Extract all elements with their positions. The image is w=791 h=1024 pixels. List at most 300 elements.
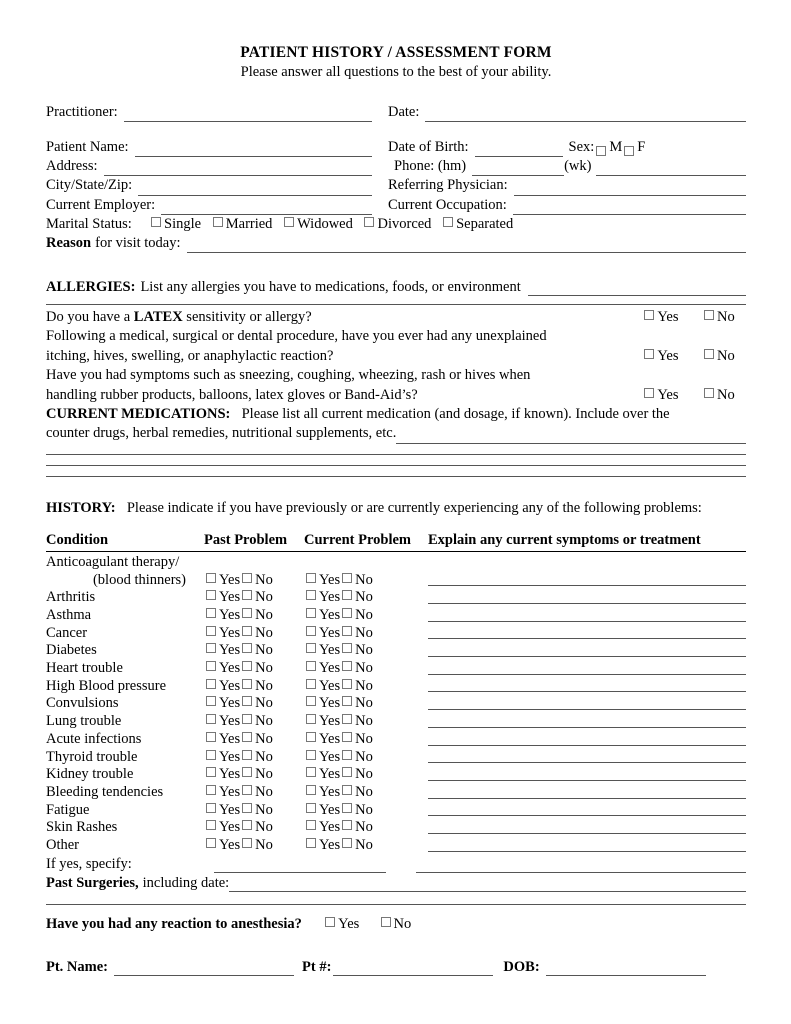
reason-for-visit-row[interactable] <box>46 234 746 253</box>
anesthesia-no-option[interactable] <box>379 916 412 932</box>
explain-input[interactable] <box>428 673 746 675</box>
past-no-label: No <box>255 660 273 677</box>
past-problem-cell[interactable] <box>204 819 304 837</box>
marital-single-checkbox[interactable] <box>151 217 161 227</box>
current-no-label: No <box>355 801 373 818</box>
explain-cell[interactable] <box>428 819 746 837</box>
past-no-label: No <box>255 766 273 783</box>
past-problem-cell[interactable] <box>204 642 304 660</box>
past-problem-cell[interactable] <box>204 749 304 767</box>
current-no-checkbox[interactable] <box>342 679 352 689</box>
footer-pt-name-input[interactable] <box>114 962 294 976</box>
rubber-yes-option[interactable] <box>642 386 698 405</box>
past-no-checkbox[interactable] <box>242 626 252 636</box>
medications-blank-line-2[interactable] <box>46 464 746 466</box>
marital-option-widowed[interactable] <box>282 216 353 232</box>
past-surgeries-input-line-2[interactable] <box>46 903 746 905</box>
current-yes-checkbox[interactable] <box>306 838 316 848</box>
past-yes-checkbox[interactable] <box>206 573 216 583</box>
current-problem-cell[interactable] <box>304 607 428 625</box>
patient-name-input[interactable] <box>135 143 372 157</box>
rubber-symptoms-text-2: handling rubber products, balloons, latex gloves or Band-Aid’s? <box>46 386 418 403</box>
past-no-label: No <box>255 607 273 623</box>
explain-cell[interactable] <box>428 837 746 855</box>
current-problem-cell[interactable] <box>304 695 428 713</box>
explain-cell[interactable] <box>428 589 746 607</box>
current-problem-cell[interactable] <box>304 678 428 696</box>
past-problem-cell[interactable] <box>204 589 304 607</box>
past-yes-checkbox[interactable] <box>206 803 216 813</box>
dob-label: Date of Birth: <box>388 139 469 156</box>
procedure-reaction-text-2: itching, hives, swelling, or anaphylactic reaction? <box>46 347 334 364</box>
current-problem-cell[interactable] <box>304 625 428 643</box>
current-problem-cell[interactable] <box>304 749 428 767</box>
table-row <box>46 713 746 731</box>
marital-divorced-label: Divorced <box>377 215 432 232</box>
past-no-label: No <box>255 677 273 694</box>
current-no-checkbox[interactable] <box>342 590 352 600</box>
procedure-no-checkbox[interactable] <box>704 349 714 359</box>
past-yes-checkbox[interactable] <box>206 643 216 653</box>
city-referring-row <box>46 176 746 195</box>
current-yes-label: Yes <box>319 730 341 747</box>
anesthesia-yes-option[interactable] <box>323 916 359 932</box>
past-no-checkbox[interactable] <box>242 820 252 830</box>
current-problem-cell[interactable] <box>304 642 428 660</box>
explain-cell[interactable] <box>428 802 746 820</box>
latex-question-row <box>46 308 746 327</box>
condition-name-continued: (blood thinners) <box>92 571 186 588</box>
date-input[interactable] <box>425 108 746 122</box>
rubber-symptoms-yes-no[interactable] <box>642 386 746 405</box>
current-yes-checkbox[interactable] <box>306 608 316 618</box>
past-yes-checkbox[interactable] <box>206 661 216 671</box>
past-yes-label: Yes <box>219 766 241 783</box>
past-yes-checkbox[interactable] <box>206 626 216 636</box>
explain-input[interactable] <box>428 726 746 728</box>
past-surgeries-row[interactable] <box>46 875 746 892</box>
past-no-checkbox[interactable] <box>242 573 252 583</box>
if-yes-specify-row[interactable] <box>46 856 746 873</box>
past-yes-checkbox[interactable] <box>206 820 216 830</box>
current-yes-label: Yes <box>319 836 341 853</box>
explain-cell[interactable] <box>428 784 746 802</box>
current-no-checkbox[interactable] <box>342 838 352 848</box>
explain-input[interactable] <box>428 584 746 586</box>
current-problem-cell[interactable] <box>304 802 428 820</box>
condition-name: Acute infections <box>46 730 142 747</box>
current-yes-checkbox[interactable] <box>306 785 316 795</box>
explain-cell[interactable] <box>428 625 746 643</box>
past-yes-checkbox[interactable] <box>206 714 216 724</box>
procedure-reaction-question-line1 <box>46 327 746 346</box>
current-problem-cell[interactable] <box>304 572 428 590</box>
explain-input[interactable] <box>428 779 746 781</box>
current-yes-checkbox[interactable] <box>306 679 316 689</box>
current-no-label: No <box>355 677 373 694</box>
practitioner-input[interactable] <box>124 108 372 122</box>
current-yes-checkbox[interactable] <box>306 767 316 777</box>
condition-name: Asthma <box>46 607 92 623</box>
current-no-checkbox[interactable] <box>342 608 352 618</box>
address-field[interactable] <box>46 157 388 176</box>
current-occupation-input[interactable] <box>513 200 746 214</box>
past-no-checkbox[interactable] <box>242 661 252 671</box>
practitioner-field[interactable] <box>46 103 388 122</box>
explain-input[interactable] <box>428 850 746 852</box>
current-problem-cell[interactable] <box>304 731 428 749</box>
current-yes-checkbox[interactable] <box>306 661 316 671</box>
current-no-checkbox[interactable] <box>342 714 352 724</box>
explain-input[interactable] <box>428 832 746 834</box>
latex-yes-option[interactable] <box>642 308 698 327</box>
latex-no-option[interactable] <box>702 308 746 327</box>
past-yes-checkbox[interactable] <box>206 608 216 618</box>
footer-pt-number-label: Pt #: <box>302 959 332 976</box>
rubber-no-checkbox[interactable] <box>704 388 714 398</box>
past-surgeries-input[interactable] <box>229 877 746 891</box>
sex-female-checkbox[interactable] <box>624 146 634 156</box>
anesthesia-no-checkbox[interactable] <box>381 917 391 927</box>
past-no-label: No <box>255 836 273 853</box>
condition-name: Bleeding tendencies <box>46 783 164 800</box>
current-yes-checkbox[interactable] <box>306 590 316 600</box>
current-no-checkbox[interactable] <box>342 643 352 653</box>
dob-input[interactable] <box>475 143 563 157</box>
marital-single-label: Single <box>164 215 202 232</box>
table-row <box>46 607 746 625</box>
referring-physician-input[interactable] <box>514 181 746 195</box>
past-no-label: No <box>255 748 273 765</box>
past-yes-label: Yes <box>219 624 241 641</box>
procedure-reaction-question-line2 <box>46 347 746 366</box>
footer-pt-number-input[interactable] <box>333 962 493 976</box>
allergies-prompt: List any allergies you have to medications, foods, or environment <box>140 278 521 295</box>
past-yes-checkbox[interactable] <box>206 679 216 689</box>
employer-occupation-row <box>46 196 746 215</box>
city-state-zip-field[interactable] <box>46 176 388 195</box>
past-problem-cell[interactable] <box>204 607 304 625</box>
past-no-checkbox[interactable] <box>242 608 252 618</box>
past-no-label: No <box>255 642 273 659</box>
past-problem-cell[interactable] <box>204 731 304 749</box>
current-yes-checkbox[interactable] <box>306 732 316 742</box>
current-no-label: No <box>355 624 373 641</box>
footer-pt-name-label: Pt. Name: <box>46 959 109 976</box>
current-no-label: No <box>355 713 373 730</box>
medications-blank-line-3[interactable] <box>46 475 746 477</box>
medications-prompt-1: Please list all current medication (and dosage, if known). Include over the <box>241 405 670 422</box>
current-yes-checkbox[interactable] <box>306 714 316 724</box>
phone-field[interactable] <box>388 157 746 176</box>
explain-input[interactable] <box>428 602 746 604</box>
table-row <box>46 766 746 784</box>
current-yes-checkbox[interactable] <box>306 573 316 583</box>
current-no-checkbox[interactable] <box>342 785 352 795</box>
current-yes-label: Yes <box>319 783 341 800</box>
explain-input[interactable] <box>428 637 746 639</box>
page-title: PATIENT HISTORY / ASSESSMENT FORM <box>240 44 552 61</box>
rubber-no-option[interactable] <box>702 386 746 405</box>
condition-name: Lung trouble <box>46 713 122 730</box>
past-yes-checkbox[interactable] <box>206 767 216 777</box>
current-no-checkbox[interactable] <box>342 573 352 583</box>
if-yes-specify-input-2[interactable] <box>416 858 746 872</box>
medications-input[interactable] <box>396 430 746 444</box>
past-yes-checkbox[interactable] <box>206 696 216 706</box>
past-problem-cell[interactable] <box>204 625 304 643</box>
current-employer-field[interactable] <box>46 196 388 215</box>
rubber-symptoms-question-line2 <box>46 386 746 405</box>
dob-sex-field[interactable] <box>388 138 746 157</box>
current-no-label: No <box>355 819 373 836</box>
current-problem-cell[interactable] <box>304 837 428 855</box>
explain-cell[interactable] <box>428 660 746 678</box>
past-yes-label: Yes <box>219 783 241 800</box>
patient-name-field[interactable] <box>46 138 388 157</box>
past-yes-checkbox[interactable] <box>206 750 216 760</box>
past-no-label: No <box>255 589 273 606</box>
procedure-yes-option[interactable] <box>642 347 698 366</box>
current-no-checkbox[interactable] <box>342 750 352 760</box>
current-no-checkbox[interactable] <box>342 767 352 777</box>
medications-blank-lines[interactable] <box>46 453 746 477</box>
current-no-checkbox[interactable] <box>342 803 352 813</box>
anesthesia-yes-checkbox[interactable] <box>325 917 335 927</box>
current-yes-checkbox[interactable] <box>306 803 316 813</box>
phone-home-label: Phone: (hm) <box>394 158 467 175</box>
current-yes-label: Yes <box>319 819 341 836</box>
past-yes-label: Yes <box>219 607 241 623</box>
past-no-checkbox[interactable] <box>242 803 252 813</box>
procedure-reaction-yes-no[interactable] <box>642 347 746 366</box>
current-yes-label: Yes <box>319 642 341 659</box>
current-no-label: No <box>355 748 373 765</box>
marital-status-label: Marital Status: <box>46 215 132 232</box>
table-row <box>46 731 746 749</box>
medications-blank-line-1[interactable] <box>46 453 746 455</box>
past-no-label: No <box>255 783 273 800</box>
current-no-label: No <box>355 571 373 588</box>
past-no-checkbox[interactable] <box>242 732 252 742</box>
current-no-checkbox[interactable] <box>342 696 352 706</box>
marital-option-separated[interactable] <box>441 216 513 232</box>
past-problem-cell[interactable] <box>204 713 304 731</box>
past-problem-cell[interactable] <box>204 678 304 696</box>
past-problem-cell[interactable] <box>204 660 304 678</box>
address-input[interactable] <box>104 162 372 176</box>
current-occupation-field[interactable] <box>388 196 746 215</box>
current-problem-cell[interactable] <box>304 713 428 731</box>
latex-yes-label: Yes <box>657 308 679 325</box>
current-yes-label: Yes <box>319 624 341 641</box>
past-yes-checkbox[interactable] <box>206 732 216 742</box>
current-no-label: No <box>355 607 373 623</box>
marital-option-married[interactable] <box>211 216 273 232</box>
past-no-label: No <box>255 819 273 836</box>
condition-name: Cancer <box>46 624 88 641</box>
current-yes-checkbox[interactable] <box>306 696 316 706</box>
explain-cell[interactable] <box>428 607 746 625</box>
past-no-checkbox[interactable] <box>242 767 252 777</box>
current-problem-cell[interactable] <box>304 819 428 837</box>
address-phone-row <box>46 157 746 176</box>
explain-input[interactable] <box>428 620 746 622</box>
explain-cell[interactable] <box>428 678 746 696</box>
city-state-zip-input[interactable] <box>138 181 372 195</box>
sex-male-checkbox[interactable] <box>596 146 606 156</box>
current-yes-label: Yes <box>319 695 341 712</box>
condition-name: Fatigue <box>46 801 90 818</box>
current-no-label: No <box>355 836 373 853</box>
marital-separated-checkbox[interactable] <box>443 217 453 227</box>
past-problem-cell[interactable] <box>204 695 304 713</box>
marital-option-single[interactable] <box>149 216 201 232</box>
referring-physician-label: Referring Physician: <box>388 177 508 194</box>
reason-input[interactable] <box>187 239 746 253</box>
past-yes-label: Yes <box>219 836 241 853</box>
latex-yes-checkbox[interactable] <box>644 310 654 320</box>
current-yes-checkbox[interactable] <box>306 643 316 653</box>
medications-line-2[interactable] <box>46 424 746 443</box>
past-yes-label: Yes <box>219 748 241 765</box>
past-problem-cell[interactable] <box>204 784 304 802</box>
past-problem-cell[interactable] <box>204 766 304 784</box>
past-surgeries-label-rest: including date: <box>142 874 230 891</box>
explain-input[interactable] <box>428 690 746 692</box>
current-no-label: No <box>355 589 373 606</box>
past-problem-cell[interactable] <box>204 802 304 820</box>
footer-dob-input[interactable] <box>546 962 706 976</box>
explain-cell[interactable] <box>428 731 746 749</box>
phone-home-input[interactable] <box>472 162 564 176</box>
current-yes-label: Yes <box>319 748 341 765</box>
sex-male-label: M <box>609 139 623 156</box>
past-yes-label: Yes <box>219 713 241 730</box>
page-subtitle: Please answer all questions to the best of your ability. <box>240 64 552 80</box>
marital-divorced-checkbox[interactable] <box>364 217 374 227</box>
if-yes-specify-input-1[interactable] <box>214 858 386 872</box>
current-yes-label: Yes <box>319 677 341 694</box>
current-yes-label: Yes <box>319 713 341 730</box>
reason-label-bold: Reason <box>46 234 92 251</box>
anesthesia-question: Have you had any reaction to anesthesia? <box>46 915 302 932</box>
current-no-checkbox[interactable] <box>342 732 352 742</box>
explain-input[interactable] <box>428 744 746 746</box>
table-row <box>46 784 746 802</box>
allergies-input-line-2[interactable] <box>46 303 746 305</box>
phone-work-label: (wk) <box>564 158 592 175</box>
explain-cell[interactable] <box>428 713 746 731</box>
marital-married-label: Married <box>225 215 273 232</box>
procedure-no-option[interactable] <box>702 347 746 366</box>
rubber-yes-label: Yes <box>657 386 679 403</box>
current-no-label: No <box>355 766 373 783</box>
conditions-table-header-row <box>46 532 746 551</box>
procedure-yes-checkbox[interactable] <box>644 349 654 359</box>
explain-input[interactable] <box>428 761 746 763</box>
sex-female-label: F <box>637 139 646 156</box>
past-yes-checkbox[interactable] <box>206 838 216 848</box>
current-employer-input[interactable] <box>161 200 372 214</box>
past-yes-checkbox[interactable] <box>206 590 216 600</box>
history-heading: HISTORY: <box>46 499 116 516</box>
current-no-label: No <box>355 642 373 659</box>
past-no-checkbox[interactable] <box>242 750 252 760</box>
latex-q-after: sensitivity or allergy? <box>182 308 312 325</box>
past-problem-cell[interactable] <box>204 572 304 590</box>
rubber-no-label: No <box>717 386 735 403</box>
allergies-prompt-row[interactable] <box>46 279 746 296</box>
explain-input[interactable] <box>428 797 746 799</box>
current-no-checkbox[interactable] <box>342 820 352 830</box>
current-yes-checkbox[interactable] <box>306 750 316 760</box>
explain-cell[interactable] <box>428 642 746 660</box>
past-yes-checkbox[interactable] <box>206 785 216 795</box>
past-yes-label: Yes <box>219 660 241 677</box>
table-row <box>46 660 746 678</box>
current-problem-cell[interactable] <box>304 589 428 607</box>
allergies-heading: ALLERGIES: <box>46 278 136 295</box>
medications-section <box>46 405 746 477</box>
allergies-input[interactable] <box>528 282 746 296</box>
explain-input[interactable] <box>428 814 746 816</box>
current-problem-cell[interactable] <box>304 766 428 784</box>
table-row <box>46 802 746 820</box>
reason-label-rest: for visit today: <box>95 234 181 251</box>
past-problem-cell[interactable] <box>204 837 304 855</box>
explain-cell[interactable] <box>428 766 746 784</box>
current-yes-checkbox[interactable] <box>306 626 316 636</box>
past-no-checkbox[interactable] <box>242 785 252 795</box>
rubber-symptoms-question-line1 <box>46 366 746 385</box>
explain-input[interactable] <box>428 708 746 710</box>
past-no-checkbox[interactable] <box>242 643 252 653</box>
date-field[interactable] <box>388 103 746 122</box>
history-intro-row <box>46 499 746 518</box>
latex-yes-no[interactable] <box>642 308 746 327</box>
current-no-checkbox[interactable] <box>342 626 352 636</box>
explain-cell[interactable] <box>428 749 746 767</box>
past-no-checkbox[interactable] <box>242 714 252 724</box>
current-problem-cell[interactable] <box>304 784 428 802</box>
past-yes-label: Yes <box>219 677 241 694</box>
current-yes-checkbox[interactable] <box>306 820 316 830</box>
rubber-yes-checkbox[interactable] <box>644 388 654 398</box>
table-row <box>46 551 746 571</box>
past-no-label: No <box>255 801 273 818</box>
column-header-condition: Condition <box>46 532 204 551</box>
past-yes-label: Yes <box>219 589 241 606</box>
marital-married-checkbox[interactable] <box>213 217 223 227</box>
explain-input[interactable] <box>428 655 746 657</box>
latex-no-checkbox[interactable] <box>704 310 714 320</box>
past-no-checkbox[interactable] <box>242 679 252 689</box>
phone-work-input[interactable] <box>596 162 746 176</box>
past-no-checkbox[interactable] <box>242 838 252 848</box>
current-problem-cell[interactable] <box>304 660 428 678</box>
explain-cell[interactable] <box>428 572 746 590</box>
past-no-checkbox[interactable] <box>242 590 252 600</box>
current-no-label: No <box>355 783 373 800</box>
referring-physician-field[interactable] <box>388 176 746 195</box>
marital-widowed-checkbox[interactable] <box>284 217 294 227</box>
explain-cell[interactable] <box>428 695 746 713</box>
marital-option-divorced[interactable] <box>362 216 431 232</box>
past-no-checkbox[interactable] <box>242 696 252 706</box>
current-no-checkbox[interactable] <box>342 661 352 671</box>
past-no-label: No <box>255 695 273 712</box>
